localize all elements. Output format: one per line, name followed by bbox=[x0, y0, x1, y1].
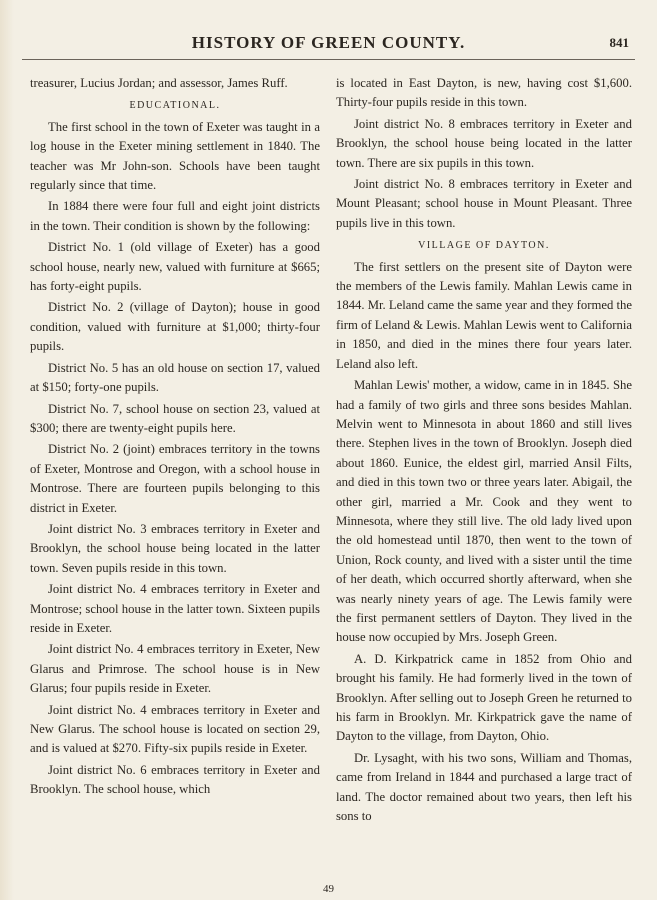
paragraph: District No. 2 (village of Dayton); house in good condition, valued with furniture at $1,000; thirty-four pupils. bbox=[30, 300, 320, 354]
paragraph: is located in East Dayton, is new, having cost $1,600. Thirty-four pupils reside in this town. bbox=[336, 76, 632, 110]
paragraph: Dr. Lysaght, with his two sons, William and Thomas, came from Ireland in 1844 and purchased a large tract of land. The doctor remained about two years, then left his sons to bbox=[336, 750, 632, 824]
paragraph: Joint district No. 8 embraces territory in Exeter and Mount Pleasant; school house in Mount Pleasant. Three pupils live in this town. bbox=[336, 177, 632, 230]
signature-mark: 49 bbox=[323, 883, 334, 895]
paragraph: A. D. Kirkpatrick came in 1852 from Ohio and brought his family. He had formerly lived in the town of Brooklyn. After selling out to Joseph Green he returned to his farm in Brooklyn. Mr. Kirkpatrick gave the name of Dayton to the village, from Dayton, Ohio. bbox=[336, 651, 632, 744]
paragraph: In 1884 there were four full and eight joint districts in the town. Their condition is shown by the following: bbox=[30, 199, 320, 233]
paragraph: District No. 5 has an old house on section 17, valued at $150; forty-one pupils. bbox=[30, 360, 320, 395]
paragraph: District No. 7, school house on section 23, valued at $300; there are twenty-eight pupils here. bbox=[30, 401, 320, 435]
paragraph: Joint district No. 3 embraces territory in Exeter and Brooklyn, the school house being located in the latter town. Seven pupils reside in this town. bbox=[30, 521, 320, 575]
running-head-title: HISTORY OF GREEN COUNTY. bbox=[191, 33, 466, 52]
section-heading-village-of-dayton: VILLAGE OF DAYTON. bbox=[418, 240, 550, 252]
paragraph: Mahlan Lewis' mother, a widow, came in in 1845. She had a family of two girls and three sons besides Mahlan. Melvin went to Minnesota in about 1860 and still lives there. Stephen lives in the town of Brooklyn. Joseph died about 1860. Eunice, the eldest girl, married Ansil Filts, and died in this town two or three years later. Abigail, the other girl, married a Mr. Cook and they went to Minnesota, where they still live. The old lady lived upon the old homestead until 1870, then went to the town of Union, Rock county, and lived with a sister until the time of her death, which occurred shortly afterward, when she was nearly ninety years of age. The Lewis family were the first permanent settlers of Dayton. They lived in the house now occupied by Mrs. Joseph Green. bbox=[336, 378, 632, 645]
paragraph: Joint district No. 8 embraces territory in Exeter and Brooklyn, the school house being located in the latter town. There are six pupils in this town. bbox=[336, 116, 632, 170]
paragraph: treasurer, Lucius Jordan; and assessor, James Ruff. bbox=[30, 76, 288, 90]
paragraph: The first settlers on the present site of Dayton were the members of the Lewis family. Mahlan Lewis came in 1844. Mr. Leland came the same year and they formed the firm of Leland & Lewis. Mahlan Lewis went to California in 1850, and died in the mines there four years later. Leland also left. bbox=[336, 259, 632, 371]
paragraph: Joint district No. 4 embraces territory in Exeter and New Glarus. The school house is located on section 29, and is valued at $270. Fifty-six pupils reside in Exeter. bbox=[30, 702, 320, 756]
paragraph: District No. 1 (old village of Exeter) has a good school house, nearly new, valued with furniture at $665; has forty-eight pupils. bbox=[30, 240, 320, 294]
paragraph: The first school in the town of Exeter was taught in a log house in the Exeter mining settlement in 1840. The teacher was Mr John-son. Schools have been taught regularly since that time. bbox=[30, 119, 320, 193]
paragraph: Joint district No. 4 embraces territory in Exeter and Montrose; school house in the latter town. Sixteen pupils reside in Exeter. bbox=[30, 582, 320, 635]
paragraph: Joint district No. 4 embraces territory in Exeter, New Glarus and Primrose. The school house is in New Glarus; four pupils reside in Exeter. bbox=[30, 642, 320, 696]
section-heading-educational: EDUCATIONAL. bbox=[129, 100, 221, 112]
header-rule bbox=[22, 59, 635, 60]
page-number: 841 bbox=[609, 35, 629, 50]
paragraph: District No. 2 (joint) embraces territory in the towns of Exeter, Montrose and Oregon, with a school house in Montrose. There are fourteen pupils belonging to this district in Exeter. bbox=[30, 442, 320, 515]
paragraph: Joint district No. 6 embraces territory in Exeter and Brooklyn. The school house, which bbox=[30, 762, 320, 797]
right-column bbox=[336, 74, 632, 828]
left-column bbox=[30, 74, 320, 802]
page-edge bbox=[0, 0, 14, 900]
